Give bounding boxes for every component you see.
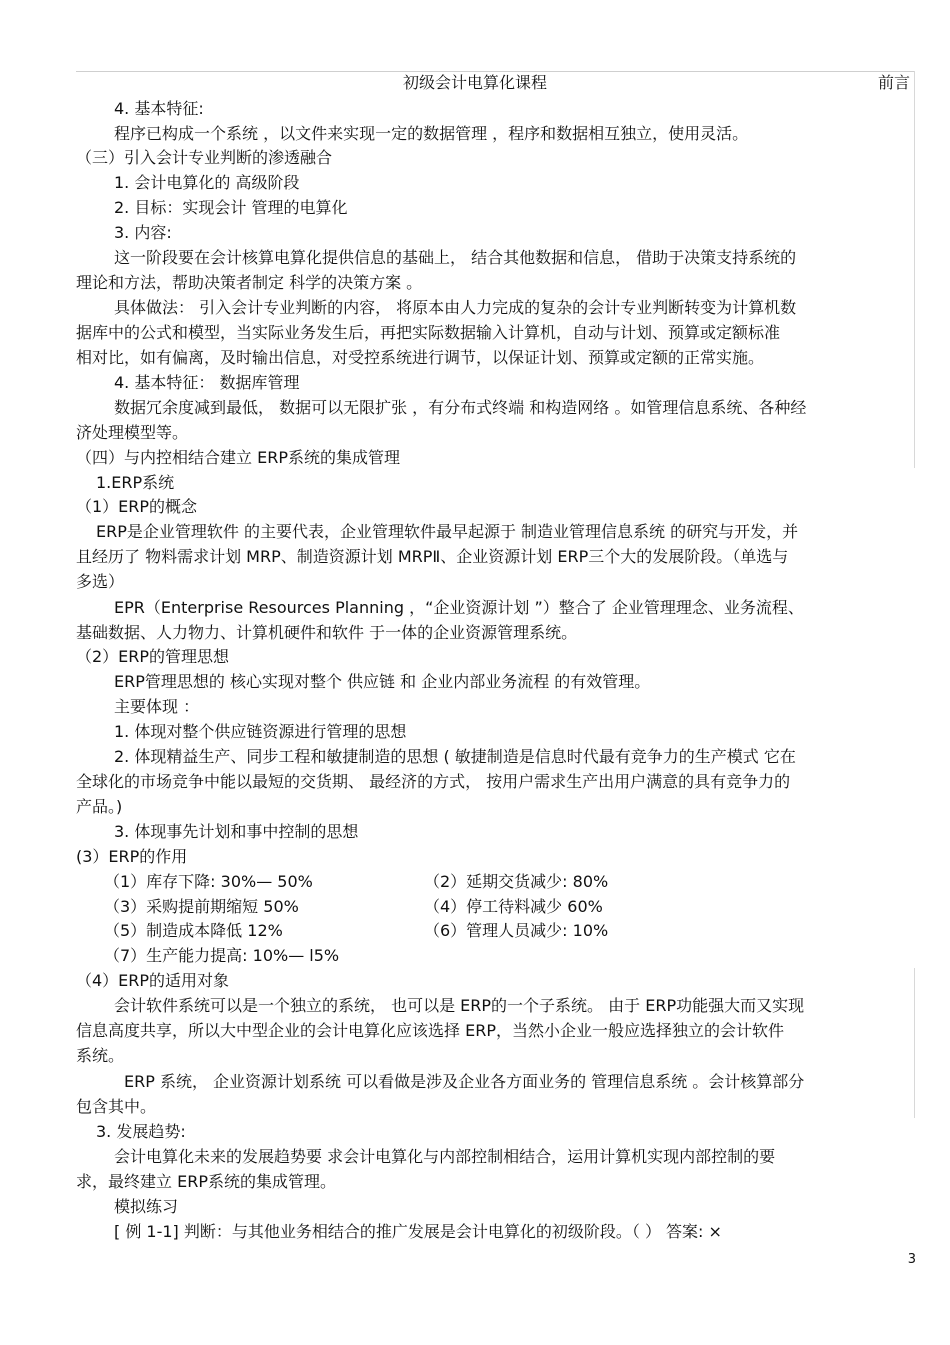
text-line: 具体做法： 引入会计专业判断的内容， 将原本由人力完成的复杂的会计专业判断转变为计算机数 — [114, 298, 797, 317]
text-line: （三）引入会计专业判断的渗透融合 — [76, 148, 333, 167]
text-line: EPR（Enterprise Resources Planning ，“企业资源计划 ”）整合了 企业管理理念、业务流程、 — [114, 598, 804, 617]
effect-item: （6）管理人员减少: 10% — [424, 921, 609, 940]
text-line: ERP是企业管理软件 的主要代表，企业管理软件最早起源于 制造业管理信息系统 的研究与开发，并 — [96, 522, 799, 541]
text-line: 包含其中。 — [76, 1097, 157, 1116]
text-line: 信息高度共享，所以大中型企业的会计电算化应该选择 ERP，当然小企业一般应选择独立的会计软件 — [76, 1021, 784, 1040]
text-line: [ 例 1-1] 判断：与其他业务相结合的推广发展是会计电算化的初级阶段。（ ） 答案: × — [114, 1222, 722, 1241]
text-line: 系统。 — [76, 1046, 125, 1065]
effect-item: （5）制造成本降低 12% — [104, 921, 283, 940]
text-line: ERP 系统， 企业资源计划系统 可以看做是涉及企业各方面业务的 管理信息系统 。会计核算部分 — [124, 1072, 805, 1091]
text-line: 济处理模型等。 — [76, 423, 189, 442]
effect-item: （4）停工待料减少 60% — [424, 897, 603, 916]
page-number: 3 — [907, 1252, 916, 1267]
text-line: 2. 体现精益生产、同步工程和敏捷制造的思想 ( 敏捷制造是信息时代最有竞争力的生产模式 它在 — [114, 747, 796, 766]
text-line: 3. 发展趋势: — [96, 1122, 186, 1141]
text-line: 求，最终建立 ERP系统的集成管理。 — [76, 1172, 336, 1191]
text-line: 1. 会计电算化的 高级阶段 — [114, 173, 300, 192]
text-line: （1）ERP的概念 — [76, 497, 198, 516]
text-line: 相对比，如有偏离，及时输出信息，对受控系统进行调节，以保证计划、预算或定额的正常实施。 — [76, 348, 765, 367]
text-line: 1. 体现对整个供应链资源进行管理的思想 — [114, 722, 407, 741]
text-line: 会计电算化未来的发展趋势要 求会计电算化与内部控制相结合，运用计算机实现内部控制的要 — [114, 1147, 776, 1166]
text-line: 基础数据、人力物力、计算机硬件和软件 于一体的企业资源管理系统。 — [76, 623, 578, 642]
text-line: 模拟练习 — [114, 1197, 179, 1216]
text-line: （2）ERP的管理思想 — [76, 647, 230, 666]
text-line: 2. 目标：实现会计 管理的电算化 — [114, 198, 348, 217]
header-rule — [76, 71, 914, 72]
text-line: 1.ERP系统 — [96, 473, 175, 492]
header-section: 前言 — [877, 73, 910, 92]
text-line: 理论和方法，帮助决策者制定 科学的决策方案 。 — [76, 273, 423, 292]
text-line: 会计软件系统可以是一个独立的系统， 也可以是 ERP的一个子系统。 由于 ERP功能强大而又实现 — [114, 996, 805, 1015]
text-line: （四）与内控相结合建立 ERP系统的集成管理 — [76, 448, 400, 467]
text-line: 程序已构成一个系统 ，以文件来实现一定的数据管理 ，程序和数据相互独立，使用灵活。 — [114, 124, 749, 143]
text-line: 3. 体现事先计划和事中控制的思想 — [114, 822, 359, 841]
text-line: 多选） — [76, 572, 125, 591]
header-title: 初级会计电算化课程 — [402, 73, 547, 92]
text-line: 4. 基本特征： 数据库管理 — [114, 373, 300, 392]
text-line: 4. 基本特征: — [114, 99, 204, 118]
text-line: 据库中的公式和模型，当实际业务发生后，再把实际数据输入计算机，自动与计划、预算或定额标准 — [76, 323, 781, 342]
effect-item: （1）库存下降: 30%— 50% — [104, 872, 313, 891]
text-line: 3. 内容: — [114, 223, 172, 242]
text-line: (3）ERP的作用 — [76, 847, 188, 866]
text-line: 全球化的市场竞争中能以最短的交货期、 最经济的方式， 按用户需求生产出用户满意的具有竞争力的 — [76, 772, 791, 791]
effect-item: （2）延期交货减少: 80% — [424, 872, 609, 891]
text-line: （4）ERP的适用对象 — [76, 971, 230, 990]
text-line: 且经历了 物料需求计划 MRP、制造资源计划 MRPⅡ、企业资源计划 ERP三个大的发展阶段。（单选与 — [76, 547, 789, 566]
margin-rule — [914, 71, 915, 468]
text-line: ERP管理思想的 核心实现对整个 供应链 和 企业内部业务流程 的有效管理。 — [114, 672, 651, 691]
margin-rule — [914, 968, 915, 1118]
effect-item: （7）生产能力提高: 10%— l5% — [104, 946, 340, 965]
text-line: 这一阶段要在会计核算电算化提供信息的基础上， 结合其他数据和信息， 借助于决策支持系统的 — [114, 248, 797, 267]
text-line: 主要体现 ： — [114, 697, 200, 716]
text-line: 产品。) — [76, 797, 123, 816]
text-line: 数据冗余度减到最低， 数据可以无限扩张 ，有分布式终端 和构造网络 。如管理信息系统、各种经 — [114, 398, 807, 417]
effect-item: （3）采购提前期缩短 50% — [104, 897, 299, 916]
